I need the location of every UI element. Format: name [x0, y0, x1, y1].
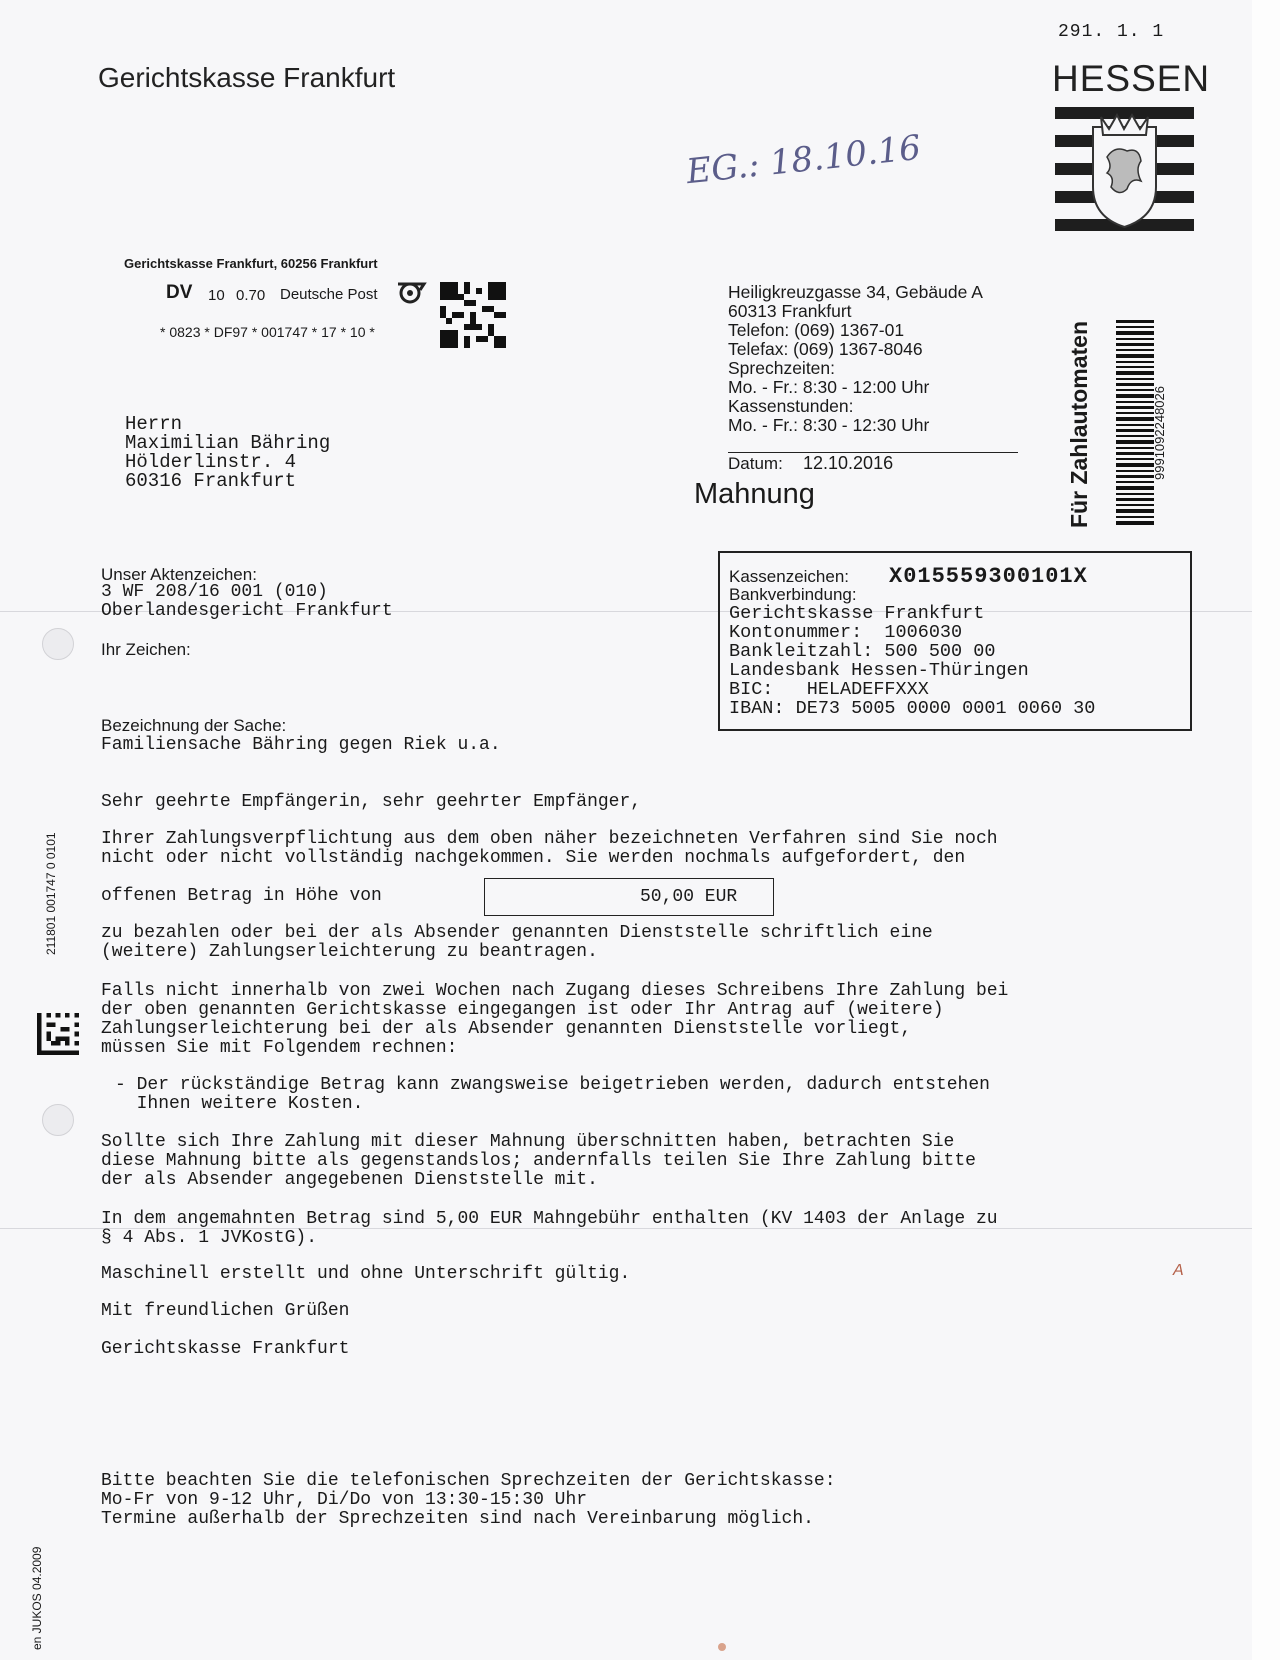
- text-line: Sollte sich Ihre Zahlung mit dieser Mahnung überschnitten haben, betrachten Sie: [101, 1132, 955, 1152]
- paragraph-overlap: [101, 1133, 976, 1190]
- handwritten-receipt-note: EG.: 18.10.16: [684, 127, 923, 193]
- hessen-coat-of-arms-logo: [1055, 107, 1194, 245]
- contact-line: Heiligkreuzgasse 34, Gebäude A: [728, 282, 983, 302]
- text-line: § 4 Abs. 1 JVKostG).: [101, 1228, 318, 1248]
- text-line: nicht oder nicht vollständig nachgekommen. Sie werden nochmals aufgefordert, den: [101, 848, 966, 868]
- barcode-number: 9991092248026: [1152, 386, 1167, 480]
- post-horn-icon: [396, 280, 428, 306]
- text-line: Zahlungserleichterung bei der als Absender genannten Dienststelle vorliegt,: [101, 1019, 912, 1039]
- bank-line: Landesbank Hessen-Thüringen: [729, 660, 1029, 681]
- bank-line: Kontonummer: 1006030: [729, 622, 963, 643]
- payment-machine-label: Für Zahlautomaten: [1066, 320, 1092, 528]
- bank-line: Bankleitzahl: 500 500 00: [729, 641, 996, 662]
- contact-line: Sprechzeiten:: [728, 358, 836, 378]
- text-line: müssen Sie mit Folgendem rechnen:: [101, 1038, 458, 1058]
- contact-line: Telefon: (069) 1367-01: [728, 320, 905, 340]
- text-line: Termine außerhalb der Sprechzeiten sind nach Vereinbarung möglich.: [101, 1509, 814, 1529]
- letter-date: 12.10.2016: [803, 453, 894, 473]
- contact-line: Mo. - Fr.: 8:30 - 12:30 Uhr: [728, 415, 930, 435]
- office-title: Gerichtskasse Frankfurt: [98, 62, 396, 93]
- paragraph-pay-or-request: [101, 924, 933, 962]
- payment-reference: X015559300101X: [889, 564, 1088, 589]
- paragraph-fee: [101, 1210, 998, 1248]
- text-line: Ihrer Zahlungsverpflichtung aus dem oben näher bezeichneten Verfahren sind Sie noch: [101, 829, 998, 849]
- payment-reference-label: Kassenzeichen:: [729, 567, 850, 586]
- paragraph-obligation: [101, 830, 998, 868]
- open-amount-label: offenen Betrag in Höhe von: [101, 886, 382, 906]
- text-line: zu bezahlen oder bei der als Absender genannten Dienststelle schriftlich eine: [101, 923, 933, 943]
- phone-hours-note: [101, 1472, 836, 1529]
- corner-mark: A: [1173, 1262, 1184, 1279]
- form-code: en JUKOS 04.2009: [30, 1546, 44, 1650]
- text-line: In dem angemahnten Betrag sind 5,00 EUR Mahngebühr enthalten (KV 1403 der Anlage zu: [101, 1209, 998, 1229]
- text-line: Ihnen weitere Kosten.: [115, 1094, 364, 1114]
- matter-description: Familiensache Bähring gegen Riek u.a.: [101, 735, 501, 755]
- bank-details: [729, 604, 1095, 718]
- postage-price: 0.70: [236, 287, 266, 304]
- bank-line: IBAN: DE73 5005 0000 0001 0060 30: [729, 698, 1096, 719]
- punch-hole: [42, 628, 74, 660]
- sender-return-address: Gerichtskasse Frankfurt, 60256 Frankfurt: [124, 256, 378, 271]
- carrier-name: Deutsche Post: [280, 286, 378, 303]
- machine-generated-note: Maschinell erstellt und ohne Unterschrift gültig.: [101, 1264, 631, 1284]
- state-name: HESSEN: [1052, 58, 1211, 99]
- recipient-line: Herrn: [125, 413, 183, 435]
- stain: [718, 1643, 726, 1651]
- postage-class: 10: [208, 287, 225, 304]
- text-line: der oben genannten Gerichtskasse eingegangen ist oder Ihr Antrag auf (weitere): [101, 1000, 944, 1020]
- open-amount: 50,00 EUR: [640, 887, 738, 907]
- case-line: 3 WF 208/16 001 (010): [101, 582, 328, 602]
- scan-margin: [1252, 0, 1280, 1660]
- signature-office: Gerichtskasse Frankfurt: [101, 1339, 350, 1359]
- bank-line: Gerichtskasse Frankfurt: [729, 603, 985, 624]
- contact-line: Kassenstunden:: [728, 396, 854, 416]
- margin-code: 211801 001747 0 0101: [44, 832, 58, 955]
- postage-qr-code: [440, 282, 506, 348]
- text-line: (weitere) Zahlungserleichterung zu beantragen.: [101, 942, 598, 962]
- contact-line: Telefax: (069) 1367-8046: [728, 339, 923, 359]
- office-contact: [728, 283, 983, 435]
- case-line: Oberlandesgericht Frankfurt: [101, 601, 393, 621]
- text-line: - Der rückständige Betrag kann zwangsweise beigetrieben werden, dadurch entstehen: [115, 1075, 990, 1095]
- reference-number: 291. 1. 1: [1058, 22, 1165, 42]
- case-number: [101, 583, 393, 621]
- text-line: Bitte beachten Sie die telefonischen Sprechzeiten der Gerichtskasse:: [101, 1471, 836, 1491]
- consequence-list-item: [115, 1076, 990, 1114]
- salutation: Sehr geehrte Empfängerin, sehr geehrter Empfänger,: [101, 792, 642, 812]
- margin-datamatrix-code: [37, 1013, 79, 1055]
- bank-line: BIC: HELADEFFXXX: [729, 679, 929, 700]
- text-line: Falls nicht innerhalb von zwei Wochen nach Zugang dieses Schreibens Ihre Zahlung bei: [101, 981, 1009, 1001]
- recipient-line: Maximilian Bähring: [125, 432, 331, 454]
- recipient-address: [125, 415, 330, 491]
- document-type-heading: Mahnung: [694, 478, 815, 510]
- postage-dv: DV: [166, 282, 193, 303]
- case-number-label: Unser Aktenzeichen:: [101, 565, 257, 584]
- contact-line: 60313 Frankfurt: [728, 301, 852, 321]
- text-line: der als Absender angegebenen Dienststelle mit.: [101, 1170, 598, 1190]
- bank-details-label: Bankverbindung:: [729, 585, 857, 604]
- franking-code: * 0823 * DF97 * 001747 * 17 * 10 *: [160, 324, 375, 340]
- your-reference-label: Ihr Zeichen:: [101, 640, 191, 659]
- punch-hole: [42, 1104, 74, 1136]
- matter-label: Bezeichnung der Sache:: [101, 716, 287, 735]
- contact-line: Mo. - Fr.: 8:30 - 12:00 Uhr: [728, 377, 930, 397]
- text-line: diese Mahnung bitte als gegenstandslos; andernfalls teilen Sie Ihre Zahlung bitte: [101, 1151, 976, 1171]
- closing: Mit freundlichen Grüßen: [101, 1301, 350, 1321]
- paragraph-consequences: [101, 982, 1008, 1058]
- recipient-line: Hölderlinstr. 4: [125, 451, 297, 473]
- recipient-line: 60316 Frankfurt: [125, 470, 297, 492]
- date-label: Datum:: [728, 454, 783, 473]
- text-line: Mo-Fr von 9-12 Uhr, Di/Do von 13:30-15:30 Uhr: [101, 1490, 588, 1510]
